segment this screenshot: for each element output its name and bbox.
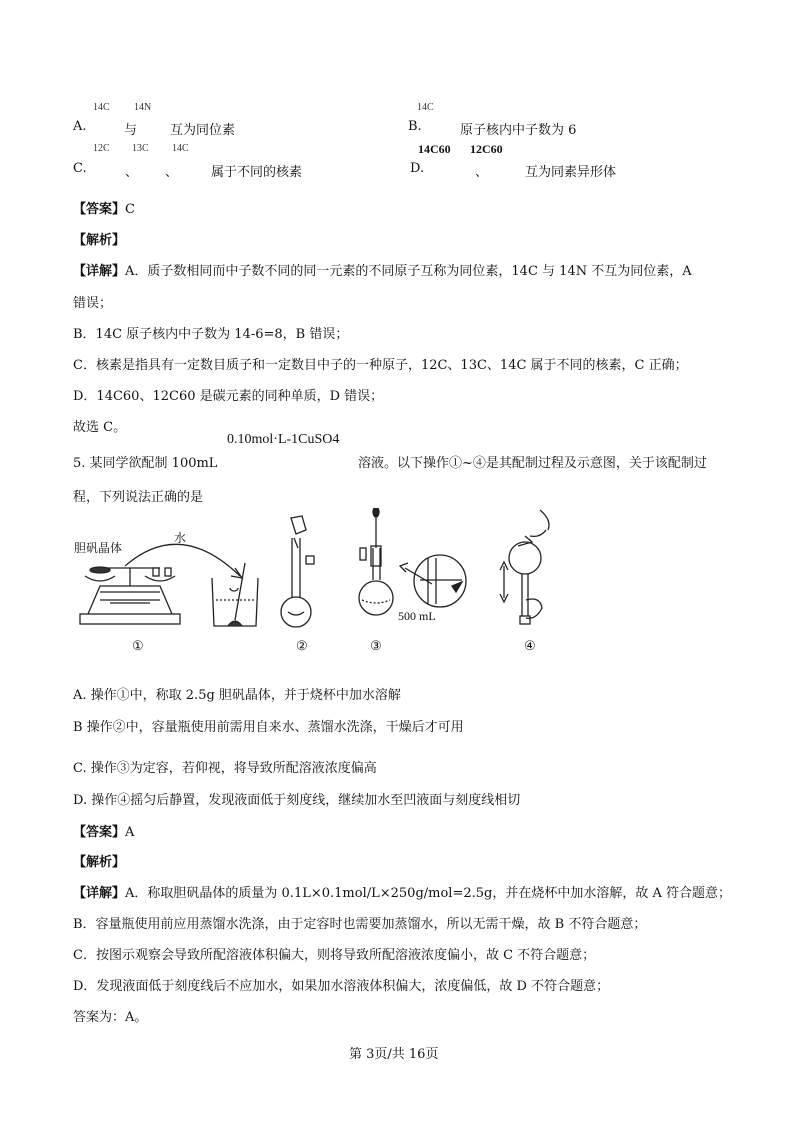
analysis-line: 故选 C。 [73,420,127,435]
formula-14c60: 14C60 [418,142,451,156]
page-footer: 第 3页/共 16页 [349,1047,439,1062]
option-a-text: 互为同位素 [170,123,236,138]
analysis-line: 答案为：A。 [73,1010,148,1025]
answer-tag: 【答案】 [73,825,126,840]
crystal-label: 胆矾晶体 [74,541,123,555]
water-label: 水 [174,531,187,545]
option-c: C. 操作③为定容，若仰视，将导致所配溶液浓度偏高 [73,761,377,776]
option-c-sep2: 、 [165,165,179,180]
option-b-text: 原子核内中子数为 6 [460,123,577,138]
option-c-text: 属于不同的核素 [211,165,303,180]
analysis-line: 错误； [73,296,113,311]
analysis-line: C．核素是指具有一定数目质子和一定数目中子的一种原子，12C、13C、14C 属于不同的核素，C 正确； [73,358,688,373]
analysis-tag: 【解析】 [73,855,126,870]
option-d-text: 互为同素异形体 [525,165,617,180]
question-5-prefix: 5. 某同学欲配制 100mL [73,456,218,471]
option-b-label: B. [408,119,422,134]
detail-tag: 【详解】 [73,264,126,279]
option-a-with: 与 [124,123,138,138]
option-d-label: D. [410,161,425,176]
analysis-line: B．14C 原子核内中子数为 14-6=8，B 错误； [73,327,349,342]
answer-value: A [125,825,135,840]
step-3-label: ③ [370,638,382,653]
isotope-13c: 13C [132,143,149,154]
answer-tag: 【答案】 [73,202,126,217]
analysis-line: A．质子数相同而中子数不同的同一元素的不同原子互称为同位素，14C 与 14N 不互为同位素，A [125,264,692,279]
volumetric-flask-icon [281,516,314,627]
balance-icon [80,567,180,624]
dropper-flask-icon [359,508,393,615]
analysis-line: D．发现液面低于刻度线后不应加水，如果加水溶液体积偏大，浓度偏低，故 D 不符合题意； [73,979,610,994]
analysis-line: C．按图示观察会导致所配溶液体积偏大，则将导致所配溶液浓度偏小，故 C 不符合题意； [73,948,596,963]
isotope-12c: 12C [93,143,110,154]
isotope-14c-c: 14C [172,143,189,154]
detail-tag: 【详解】 [73,886,126,901]
question-5-formula: 0.10mol·L-1CuSO4 [227,432,340,447]
option-d-sep: 、 [475,165,489,180]
formula-12c60: 12C60 [470,142,503,156]
magnifier-icon [400,555,466,607]
answer-value: C [125,202,135,217]
step-1-label: ① [132,638,144,653]
question-5-line2: 程，下列说法正确的是 [73,490,204,505]
option-b: B 操作②中，容量瓶使用前需用自来水、蒸馏水洗涤，干燥后才可用 [73,720,464,735]
option-a-label: A. [73,119,87,134]
isotope-14n: 14N [134,102,152,113]
option-c-sep1: 、 [125,165,139,180]
analysis-tag: 【解析】 [73,233,126,248]
shaking-flask-icon [500,510,549,624]
isotope-14c: 14C [93,102,110,113]
analysis-line: D．14C60、12C60 是碳元素的同种单质，D 错误； [73,389,384,404]
step-2-label: ② [296,638,308,653]
option-d: D. 操作④摇匀后静置，发现液面低于刻度线，继续加水至凹液面与刻度线相切 [73,793,521,808]
volume-label: 500 mL [398,609,436,623]
option-c-label: C. [73,161,87,176]
analysis-line: B．容量瓶使用前应用蒸馏水洗涤，由于定容时也需要加蒸馏水，所以无需干燥，故 B 不符合题意； [73,917,647,932]
beaker-icon [212,563,258,626]
step-4-label: ④ [524,638,536,653]
isotope-14c-b: 14C [417,102,434,113]
question-5-suffix: 溶液。以下操作①~④是其配制过程及示意图，关于该配制过 [358,456,707,471]
option-a: A. 操作①中，称取 2.5g 胆矾晶体，并于烧杯中加水溶解 [73,688,401,703]
analysis-line: A．称取胆矾晶体的质量为 0.1L×0.1mol/L×250g/mol=2.5g，并在烧杯中加水溶解，故 A 符合题意； [125,886,731,901]
procedure-figure [70,508,570,658]
